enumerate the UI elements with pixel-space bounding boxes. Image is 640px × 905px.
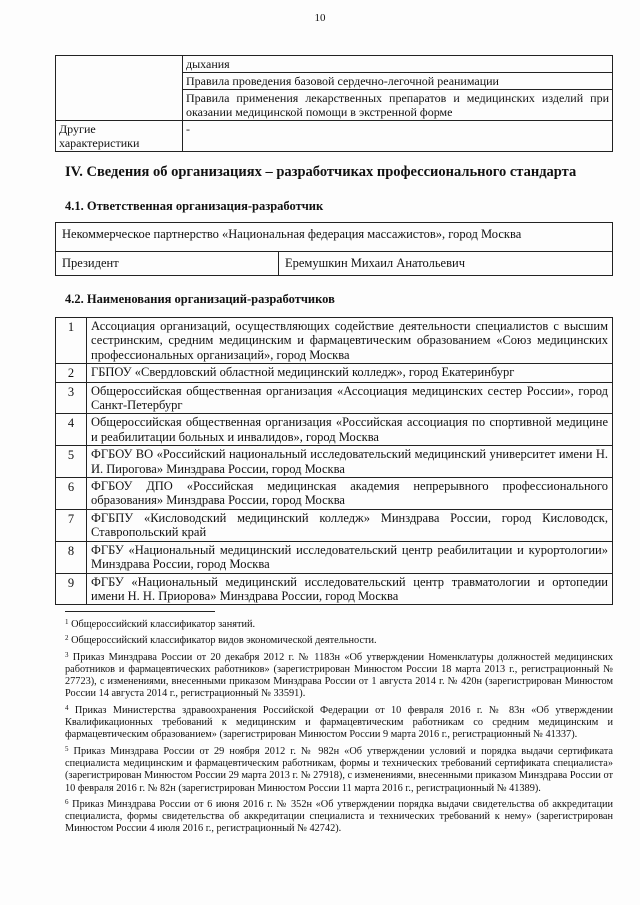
footnote-text: Приказ Минздрава России от 29 ноября 2012 г. № 982н «Об утверждении условий и порядка выдачи сертификата специалиста медицинским и фармацевтическим работникам, формы и технических требований сертификата специалиста» (зарегистрирован Минюстом России 29 марта 2013 г. № 27918), с изменениями, внесенными приказом Минздрава России от 10 февраля 2016 г. № 82н (зарегистрирован Минюстом России 11 марта 2016 г., регистрационный № 41389). [65, 745, 613, 794]
table-row [56, 478, 613, 510]
organization-name: Общероссийская общественная организация «Ассоциация медицинских сестер России», город Санкт-Петербург [87, 382, 613, 414]
footnote [65, 649, 613, 701]
footnote [65, 632, 613, 647]
organization-name: ФГБОУ ДПО «Российская медицинская академия непрерывного профессионального образования» Минздрава России, город Москва [87, 478, 613, 510]
top-table [55, 55, 613, 152]
subsection-title: 4.2. Наименования организаций-разработчиков [65, 292, 335, 306]
organization-name: ФГБУ «Национальный медицинский исследовательский центр реабилитации и курортологии» Минздрава России, город Москва [87, 541, 613, 573]
table-cell-item: - [183, 121, 613, 152]
organization-name: Некоммерческое партнерство «Национальная федерация массажистов», город Москва [56, 223, 613, 252]
subsection-title: 4.1. Ответственная организация-разработчик [65, 199, 324, 213]
footnotes [65, 616, 613, 837]
table-cell-item: дыхания [183, 56, 613, 73]
page-number: 10 [314, 12, 326, 24]
table-row [56, 509, 613, 541]
section-title: IV. Сведения об организациях – разработчиках профессионального стандарта [65, 164, 577, 180]
footnote [65, 702, 613, 742]
table-row [56, 56, 613, 73]
footnote [65, 616, 613, 631]
table-row [56, 252, 613, 276]
role-label: Президент [56, 252, 279, 276]
footnote-text: Приказ Минздрава России от 20 декабря 2012 г. № 1183н «Об утверждении Номенклатуры должностей медицинских работников и фармацевтических работников» (зарегистрирован Минюстом России 18 марта 2013 г., регистрационный № 27723), с изменениями, внесенными приказом Минздрава России от 1 августа 2014 г. № 420н (зарегистрирован Минюстом России 14 августа 2014 г., регистрационный № 33591). [65, 651, 613, 700]
footnote-text: Приказ Минздрава России от 6 июня 2016 г. № 352н «Об утверждении порядка выдачи свидетельства об аккредитации специалиста, формы свидетельства об аккредитации специалиста и технических требований к нему» (зарегистрирован Минюстом России 4 июля 2016 г., регистрационный № 42742). [65, 798, 613, 835]
footnote-number: 2 [65, 634, 69, 643]
table-row [56, 318, 613, 364]
row-number: 8 [56, 541, 87, 573]
footnote-number: 3 [65, 650, 69, 659]
table-row [56, 573, 613, 605]
table-cell-label [56, 56, 183, 121]
person-name: Еремушкин Михаил Анатольевич [279, 252, 613, 276]
table-row [56, 446, 613, 478]
row-number: 6 [56, 478, 87, 510]
table-row [56, 414, 613, 446]
footnote-text: Приказ Министерства здравоохранения Российской Федерации от 10 февраля 2016 г. № 83н «Об утверждении Квалификационных требований к медицинским и фармацевтическим работникам со средним медицинским и фармацевтическим образованием» (зарегистрирован Минюстом России 9 марта 2016 г., регистрационный № 41337). [65, 704, 613, 741]
footnote [65, 796, 613, 836]
row-number: 4 [56, 414, 87, 446]
footnote-number: 5 [65, 744, 69, 753]
table-cell-item: Правила проведения базовой сердечно-легочной реанимации [183, 73, 613, 90]
table-row [56, 382, 613, 414]
footnote-number: 1 [65, 618, 69, 626]
row-number: 5 [56, 446, 87, 478]
organization-name: ГБПОУ «Свердловский областной медицинский колледж», город Екатеринбург [87, 364, 613, 382]
footnote-text: Общероссийский классификатор занятий. [71, 619, 256, 630]
footnote [65, 743, 613, 795]
row-number: 1 [56, 318, 87, 364]
footnote-divider [65, 611, 215, 612]
organization-name: Общероссийская общественная организация «Российская ассоциация по спортивной медицине и реабилитации больных и инвалидов», город Москва [87, 414, 613, 446]
footnote-number: 6 [65, 797, 69, 806]
organization-name: Ассоциация организаций, осуществляющих содействие деятельности специалистов с высшим сестринским, средним медицинским и фармацевтическим образованием «Союз медицинских профессиональных организаций», город Москва [87, 318, 613, 364]
row-number: 2 [56, 364, 87, 382]
table-row [56, 223, 613, 252]
table-cell-item: Правила применения лекарственных препаратов и медицинских изделий при оказании медицинской помощи в экстренной форме [183, 90, 613, 121]
organization-name: ФГБОУ ВО «Российский национальный исследовательский медицинский университет имени Н. И. Пирогова» Минздрава России, город Москва [87, 446, 613, 478]
row-number: 3 [56, 382, 87, 414]
table-row [56, 541, 613, 573]
row-number: 9 [56, 573, 87, 605]
organization-name: ФГБПУ «Кисловодский медицинский колледж» Минздрава России, город Кисловодск, Ставропольский край [87, 509, 613, 541]
footnote-number: 4 [65, 703, 69, 712]
developers-table [55, 317, 613, 605]
table-cell-label: Другие характеристики [56, 121, 183, 152]
responsible-org-table [55, 222, 613, 276]
table-row [56, 121, 613, 152]
footnote-text: Общероссийский классификатор видов экономической деятельности. [71, 635, 377, 647]
organization-name: ФГБУ «Национальный медицинский исследовательский центр травматологии и ортопедии имени Н. Н. Приорова» Минздрава России, город Москва [87, 573, 613, 605]
row-number: 7 [56, 509, 87, 541]
table-row [56, 364, 613, 382]
